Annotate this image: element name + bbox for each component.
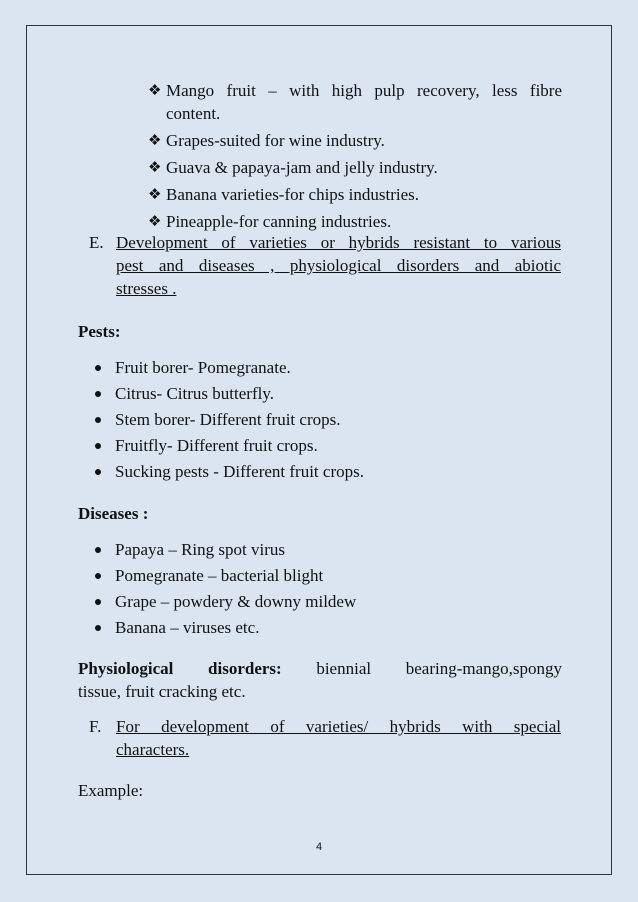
list-item	[95, 564, 356, 590]
section-f	[89, 715, 561, 761]
list-item-text: Banana varieties-for chips industries.	[166, 185, 420, 204]
list-item-text: Pineapple-for canning industries.	[166, 212, 392, 231]
list-item	[148, 129, 562, 152]
list-item	[95, 408, 364, 434]
list-item-text: content.	[166, 104, 221, 123]
bullet-dot-icon	[95, 625, 101, 631]
pests-heading: Pests:	[78, 322, 121, 341]
diamond-bullet-icon: ❖	[148, 81, 162, 99]
list-item-text: Fruitfly- Different fruit crops.	[115, 436, 318, 455]
list-item	[148, 210, 562, 233]
list-item-text: Pomegranate – bacterial blight	[115, 566, 324, 585]
list-item	[148, 156, 562, 179]
list-item-text: Grape – powdery & downy mildew	[115, 592, 357, 611]
list-item-text: Mango fruit – with high pulp recovery, less fibre	[166, 81, 562, 100]
physiological-text: biennial bearing-mango,spongy	[281, 659, 563, 678]
list-item-text: Grapes-suited for wine industry.	[166, 131, 385, 150]
list-item-text: Stem borer- Different fruit crops.	[115, 410, 341, 429]
bullet-dot-icon	[95, 417, 101, 423]
pests-list	[95, 356, 364, 486]
list-item-text: Guava & papaya-jam and jelly industry.	[166, 158, 438, 177]
diamond-bullet-icon: ❖	[148, 212, 162, 230]
list-item	[95, 538, 356, 564]
example-label: Example:	[78, 781, 144, 800]
list-item	[95, 356, 364, 382]
section-e-line: Development of varieties or hybrids resistant to various	[116, 233, 561, 252]
list-item-text: Fruit borer- Pomegranate.	[115, 358, 291, 377]
section-letter: F.	[89, 717, 102, 736]
section-f-line: characters.	[116, 740, 190, 759]
list-item	[95, 616, 356, 642]
physiological-disorders-paragraph	[78, 657, 562, 703]
list-item-text: Banana – viruses etc.	[115, 618, 260, 637]
physiological-text: tissue, fruit cracking etc.	[78, 682, 246, 701]
list-item	[95, 460, 364, 486]
page-number: 4	[315, 841, 323, 853]
diseases-heading: Diseases :	[78, 504, 149, 523]
section-f-text	[116, 715, 561, 761]
fruit-purpose-list	[148, 79, 562, 237]
list-item	[148, 79, 562, 125]
section-e-text	[116, 231, 561, 300]
diamond-bullet-icon: ❖	[148, 158, 162, 176]
physiological-line	[78, 657, 562, 680]
section-letter: E.	[89, 233, 104, 252]
section-e	[89, 231, 561, 300]
list-item	[148, 183, 562, 206]
section-e-line: pest and diseases , physiological disorders and abiotic	[116, 256, 561, 275]
list-item	[95, 590, 356, 616]
list-item	[95, 382, 364, 408]
bullet-dot-icon	[95, 365, 101, 371]
section-f-line: For development of varieties/ hybrids with special	[116, 717, 561, 736]
list-item	[95, 434, 364, 460]
list-item-text: Papaya – Ring spot virus	[115, 540, 285, 559]
section-e-line: stresses .	[116, 279, 177, 298]
bullet-dot-icon	[95, 547, 101, 553]
diseases-list	[95, 538, 356, 642]
bullet-dot-icon	[95, 599, 101, 605]
diamond-bullet-icon: ❖	[148, 185, 162, 203]
bullet-dot-icon	[95, 469, 101, 475]
list-item-text: Citrus- Citrus butterfly.	[115, 384, 274, 403]
bullet-dot-icon	[95, 391, 101, 397]
diamond-bullet-icon: ❖	[148, 131, 162, 149]
list-item-text: Sucking pests - Different fruit crops.	[115, 462, 364, 481]
bullet-dot-icon	[95, 573, 101, 579]
bullet-dot-icon	[95, 443, 101, 449]
physiological-label: Physiological disorders:	[78, 659, 282, 678]
